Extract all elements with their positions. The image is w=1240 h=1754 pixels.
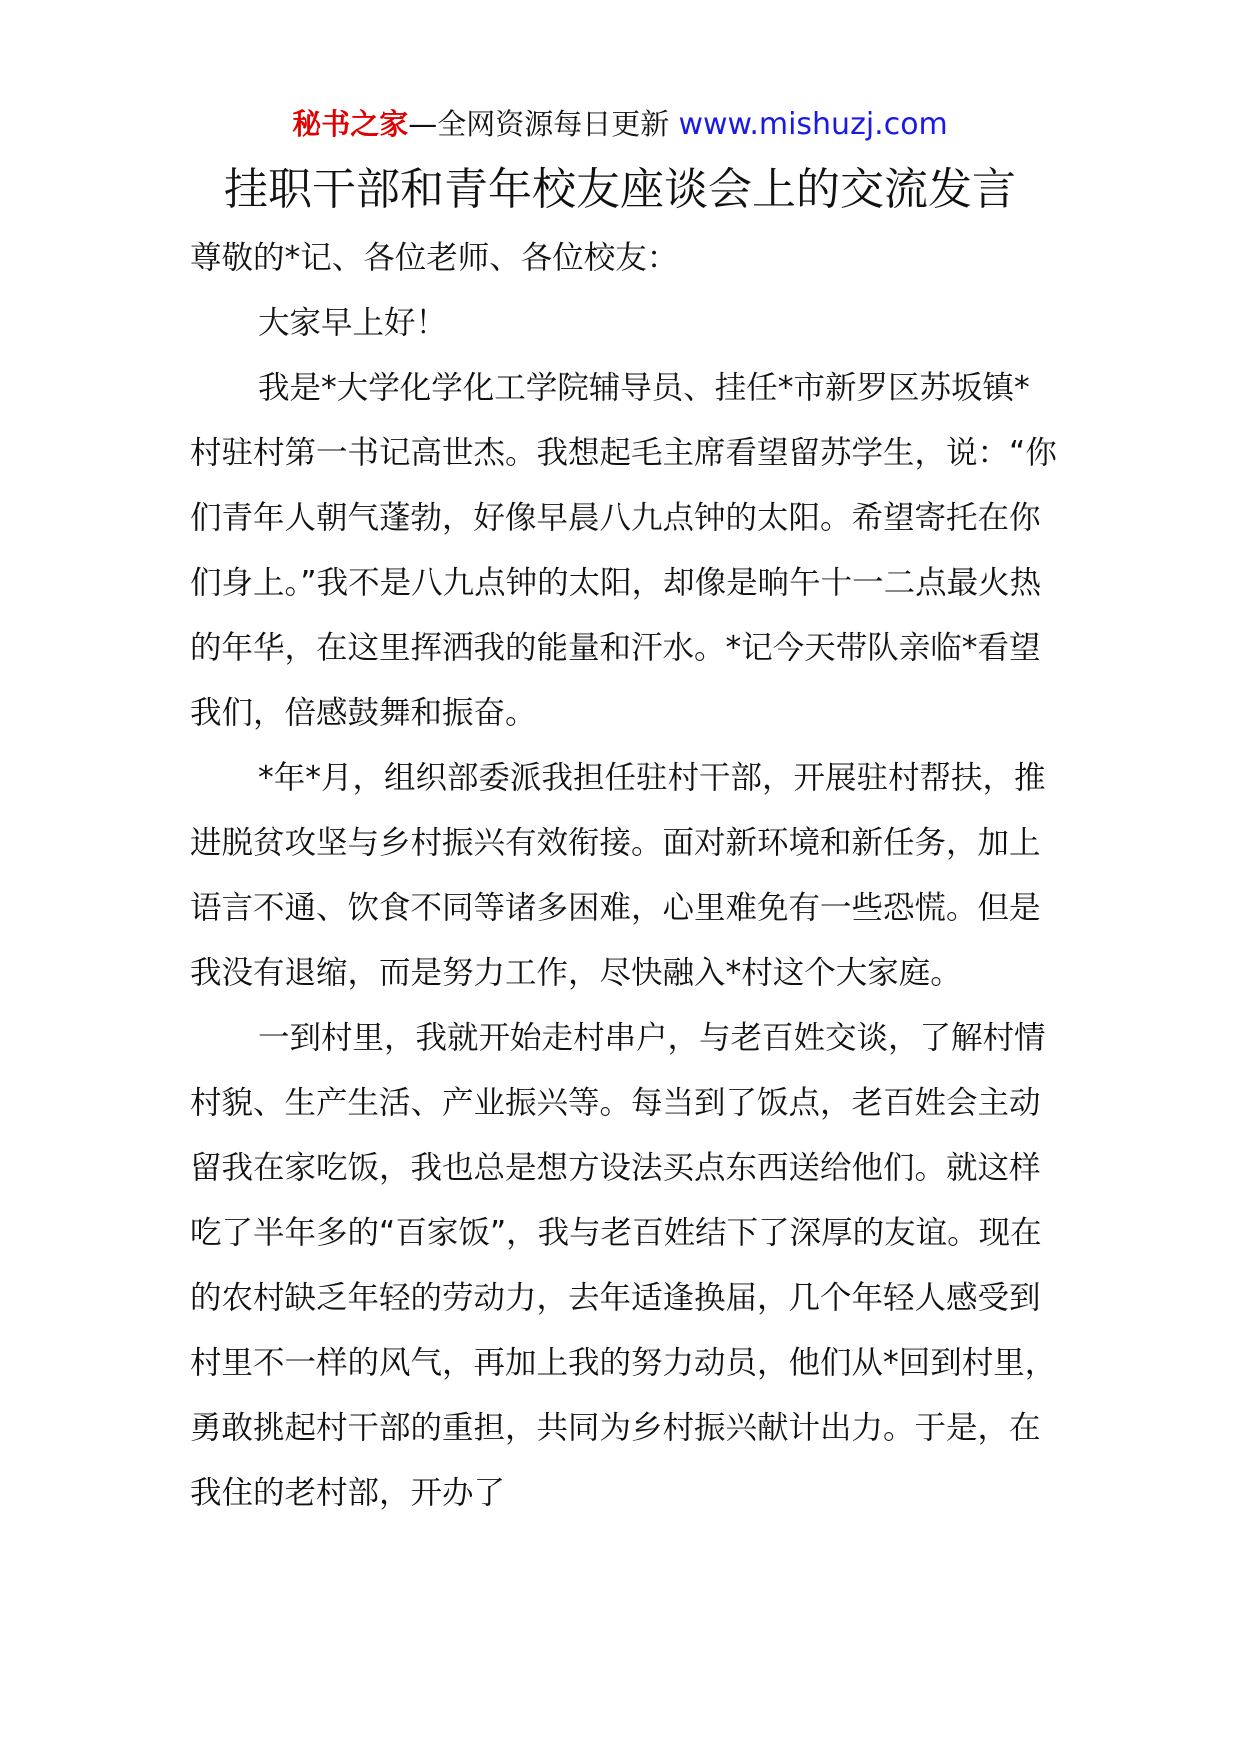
document-title: 挂职干部和青年校友座谈会上的交流发言 <box>224 164 1016 215</box>
site-url-link[interactable]: www.mishuzj.com <box>678 107 948 142</box>
paragraph-greeting: 大家早上好！ <box>258 305 448 341</box>
paragraph-introduction: 我是*大学化学化工学院辅导员、挂任*市新罗区苏坂镇*村驻村第一书记高世杰。我想起毛主席看望留苏学生，说：“你们青年人朝气蓬勃，好像早晨八九点钟的太阳。希望寄托在你们身上。”我不是八九点钟的太阳，却像是晌午十一二点最火热的年华，在这里挥洒我的能量和汗水。*记今天带队亲临*看望我们，倍感鼓舞和振奋。 <box>190 370 1057 731</box>
paragraph-village-work: 一到村里，我就开始走村串户，与老百姓交谈，了解村情村貌、生产生活、产业振兴等。每当到了饭点，老百姓会主动留我在家吃饭，我也总是想方设法买点东西送给他们。就这样吃了半年多的“百家饭”，我与老百姓结下了深厚的友谊。现在的农村缺乏年轻的劳动力，去年适逢换届，几个年轻人感受到村里不一样的风气，再加上我的努力动员，他们从*回到村里，勇敢挑起村干部的重担，共同为乡村振兴献计出力。于是，在我住的老村部，开办了 <box>190 1020 1057 1511</box>
document-body <box>190 226 1060 1526</box>
brand-name: 秘书之家 <box>292 107 409 141</box>
header-tagline: —全网资源每日更新 <box>408 107 679 141</box>
site-header <box>0 100 1240 149</box>
salutation: 尊敬的*记、各位老师、各位校友： <box>190 240 679 276</box>
paragraph-assignment: *年*月，组织部委派我担任驻村干部，开展驻村帮扶，推进脱贫攻坚与乡村振兴有效衔接。面对新环境和新任务，加上语言不通、饮食不同等诸多困难，心里难免有一些恐慌。但是我没有退缩，而是努力工作，尽快融入*村这个大家庭。 <box>190 760 1046 991</box>
